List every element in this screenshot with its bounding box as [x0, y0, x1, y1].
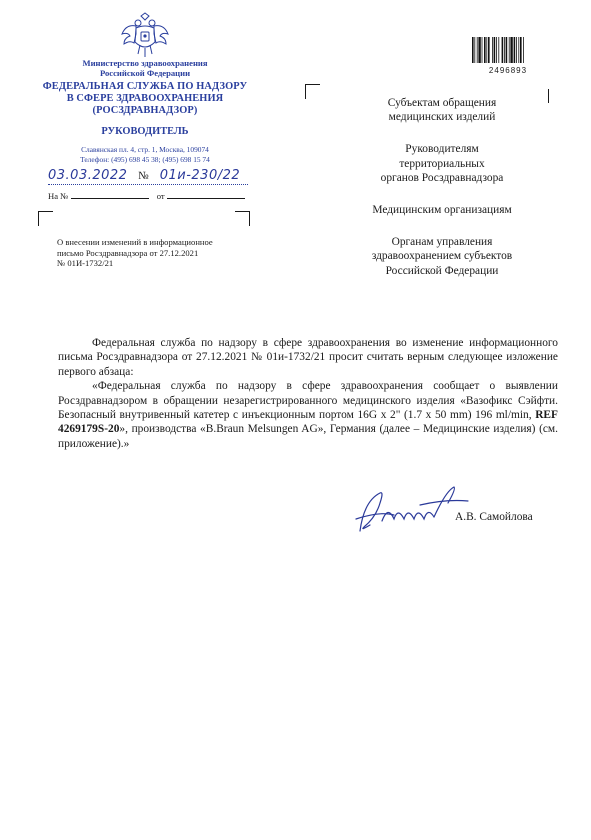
reply-label: На № [48, 191, 69, 201]
address: Славянская пл. 4, стр. 1, Москва, 109074 [81, 145, 209, 154]
reply-from-label: от [156, 191, 165, 201]
phone: Телефон: (495) 698 45 38; (495) 698 15 74 [80, 154, 210, 164]
recipient: Руководителям территориальных органов Росздравнадзора [380, 143, 504, 184]
recipient: Органам управления здравоохранением субъектов Российской Федерации [371, 236, 513, 277]
coat-of-arms-icon [120, 12, 170, 58]
registration-number: 01и-230/22 [159, 168, 241, 183]
letter-body [58, 336, 558, 451]
corner-mark [305, 84, 320, 99]
recipient: Медицинским организациям [372, 204, 512, 217]
ministry-name: Министерство здравоохранения Российской Федерации [82, 58, 208, 78]
paragraph: «Федеральная служба по надзору в сфере здравоохранения сообщает о выявлении Росздравнадзором в обращении незарегистрированного медицинского изделия «Вазофикс Сэйфти. Безопасный внутривенный катетер с инъекционным портом 16G x 2" (1.7 x 50 mm) 196 ml/min, REF 4269179S-20», производства «B.Braun Melsungen AG», Германия (далее – Медицинские изделия) (см. приложение).» [58, 380, 558, 450]
paragraph: Федеральная служба по надзору в сфере здравоохранения во изменение информационного письма Росздравнадзора от 27.12.2021 № 01и-1732/21 просит считать верным следующее изложение первого абзаца: [58, 337, 558, 378]
reply-reference [48, 190, 245, 201]
barcode-number: 2496893 [488, 66, 528, 75]
registration-date: 03.03.2022 [48, 168, 128, 183]
corner-mark [38, 211, 53, 226]
ref-code: REF 4269179S-20 [58, 409, 558, 436]
reply-date-blank [167, 190, 245, 199]
letter-subject: О внесении изменений в информационное письмо Росздравнадзора от 27.12.2021 № 01И-1732/21 [57, 237, 213, 269]
corner-mark [235, 211, 250, 226]
address-block [30, 145, 260, 164]
signer-name: А.В. Самойлова [455, 511, 533, 523]
number-mark: № [138, 170, 150, 182]
reply-number-blank [71, 190, 149, 199]
head-title: РУКОВОДИТЕЛЬ [101, 126, 189, 137]
registration-handwritten [48, 168, 240, 183]
signature [350, 481, 470, 537]
barcode [472, 37, 544, 63]
registration-line [48, 184, 248, 185]
service-name: ФЕДЕРАЛЬНАЯ СЛУЖБА ПО НАДЗОРУ В СФЕРЕ ЗДРАВООХРАНЕНИЯ (РОСЗДРАВНАДЗОР) [42, 81, 248, 116]
organization-header [30, 58, 260, 164]
recipient: Субъектам обращения медицинских изделий [387, 97, 497, 124]
recipients-block [322, 96, 562, 290]
